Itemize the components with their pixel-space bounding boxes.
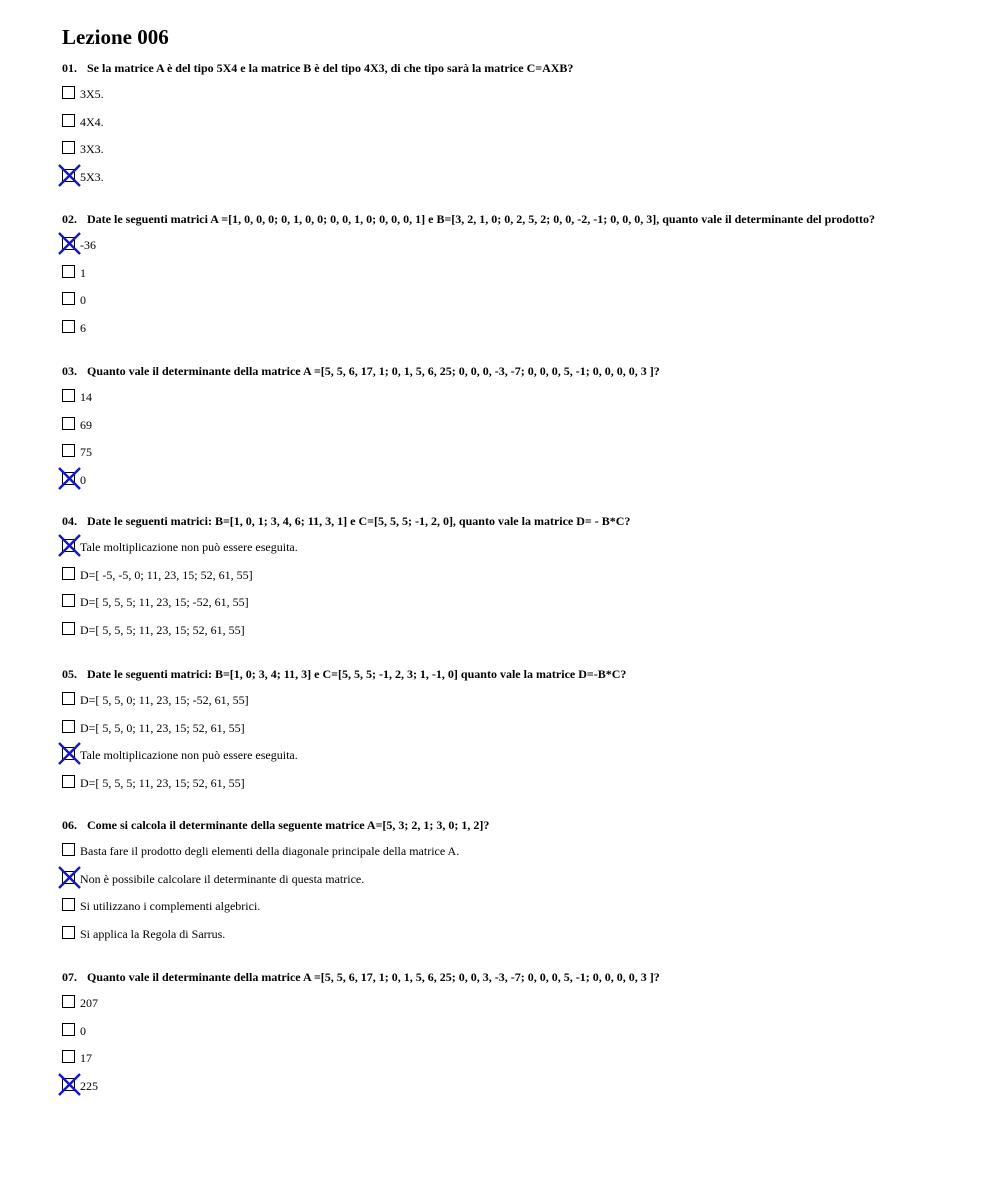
question-text: [62, 363, 962, 379]
question-3: [62, 363, 962, 489]
answer-checkbox[interactable]: [62, 720, 75, 733]
page-title: Lezione 006: [62, 25, 169, 49]
answer-option[interactable]: [62, 388, 962, 406]
check-x-icon: [58, 1073, 81, 1096]
answer-option[interactable]: [62, 1049, 962, 1067]
answer-options: [62, 691, 962, 792]
answer-label: D=[ 5, 5, 5; 11, 23, 15; 52, 61, 55]: [80, 776, 245, 791]
answer-option[interactable]: [62, 774, 962, 792]
question-text: [62, 60, 962, 76]
answer-checkbox[interactable]: [62, 320, 75, 333]
answer-label: Tale moltiplicazione non può essere eseguita.: [80, 748, 298, 763]
question-number: 05.: [62, 667, 77, 681]
answer-option[interactable]: [62, 443, 962, 461]
answer-label: 6: [80, 321, 86, 336]
answer-option[interactable]: [62, 85, 962, 103]
question-prompt: Date le seguenti matrici: B=[1, 0, 1; 3, 4, 6; 11, 3, 1] e C=[5, 5, 5; -1, 2, 0], quanto vale la matrice D= - B*C?: [87, 514, 631, 528]
answer-option[interactable]: [62, 719, 962, 737]
quiz-page: [62, 24, 962, 1094]
answer-option[interactable]: [62, 168, 962, 186]
answer-checkbox[interactable]: [62, 417, 75, 430]
question-prompt: Date le seguenti matrici A =[1, 0, 0, 0; 0, 1, 0, 0; 0, 0, 1, 0; 0, 0, 0, 1] e B=[3, 2, 1, 0; 0, 2, 5, 2; 0, 0, -2, -1; 0, 0, 0, 3], quanto vale il determinante del prodotto?: [87, 212, 876, 226]
answer-label: D=[ 5, 5, 5; 11, 23, 15; 52, 61, 55]: [80, 623, 245, 638]
answer-option[interactable]: [62, 140, 962, 158]
question-number: 06.: [62, 818, 77, 832]
answer-label: 3X3.: [80, 142, 104, 157]
answer-label: Basta fare il prodotto degli elementi della diagonale principale della matrice A.: [80, 844, 460, 858]
question-7: [62, 969, 962, 1095]
answer-label: 14: [80, 390, 92, 404]
answer-option[interactable]: [62, 264, 962, 282]
answer-checkbox[interactable]: [62, 594, 75, 607]
answer-options: [62, 388, 962, 489]
answer-checkbox[interactable]: [62, 389, 75, 402]
question-number: 01.: [62, 61, 77, 75]
answer-label: 3X5.: [80, 87, 104, 101]
answer-label: 225: [80, 1079, 98, 1094]
answer-label: D=[ -5, -5, 0; 11, 23, 15; 52, 61, 55]: [80, 567, 253, 582]
answer-option[interactable]: [62, 897, 962, 915]
answer-label: Non è possibile calcolare il determinante di questa matrice.: [80, 871, 365, 886]
answer-checkbox[interactable]: [62, 622, 75, 635]
question-text: [62, 817, 962, 833]
question-2: [62, 211, 962, 337]
question-prompt: Quanto vale il determinante della matrice A =[5, 5, 6, 17, 1; 0, 1, 5, 6, 25; 0, 0, 3, -3, -7; 0, 0, 0, 5, -1; 0, 0, 0, 0, 3 ]?: [87, 970, 660, 984]
question-prompt: Come si calcola il determinante della seguente matrice A=[5, 3; 2, 1; 3, 0; 1, 2]?: [87, 818, 490, 832]
answer-label: Tale moltiplicazione non può essere eseguita.: [80, 540, 298, 554]
answer-checkbox[interactable]: [62, 926, 75, 939]
question-prompt: Date le seguenti matrici: B=[1, 0; 3, 4; 11, 3] e C=[5, 5, 5; -1, 2, 3; 1, -1, 0] quanto vale la matrice D=-B*C?: [87, 667, 627, 681]
answer-label: -36: [80, 238, 96, 252]
answer-option[interactable]: [62, 994, 962, 1012]
answer-label: 69: [80, 417, 92, 432]
answer-label: 5X3.: [80, 170, 104, 185]
answer-option[interactable]: [62, 566, 962, 584]
check-x-icon: [58, 866, 81, 889]
answer-option[interactable]: [62, 691, 962, 709]
question-1: [62, 60, 962, 186]
answer-option[interactable]: [62, 236, 962, 254]
answer-label: 0: [80, 293, 86, 308]
answer-label: 207: [80, 996, 98, 1010]
answer-checkbox[interactable]: [62, 1050, 75, 1063]
question-4: [62, 513, 962, 639]
answer-options: [62, 85, 962, 186]
question-prompt: Se la matrice A è del tipo 5X4 e la matrice B è del tipo 4X3, di che tipo sarà la matrice C=AXB?: [87, 61, 574, 75]
answer-option[interactable]: [62, 319, 962, 337]
question-5: [62, 666, 962, 792]
answer-option[interactable]: [62, 1077, 962, 1095]
answer-label: Si utilizzano i complementi algebrici.: [80, 899, 261, 914]
answer-checkbox[interactable]: [62, 898, 75, 911]
question-number: 02.: [62, 212, 77, 226]
check-x-icon: [58, 164, 81, 187]
answer-label: Si applica la Regola di Sarrus.: [80, 927, 226, 942]
answer-label: D=[ 5, 5, 5; 11, 23, 15; -52, 61, 55]: [80, 595, 249, 610]
answer-checkbox[interactable]: [62, 692, 75, 705]
answer-option[interactable]: [62, 746, 962, 764]
answer-checkbox[interactable]: [62, 1023, 75, 1036]
answer-option[interactable]: [62, 471, 962, 489]
question-text: [62, 513, 962, 529]
answer-label: 1: [80, 265, 86, 280]
answer-label: 17: [80, 1051, 92, 1066]
answer-option[interactable]: [62, 113, 962, 131]
check-x-icon: [58, 742, 81, 765]
answer-options: [62, 236, 962, 337]
answer-checkbox[interactable]: [62, 444, 75, 457]
answer-label: 75: [80, 445, 92, 460]
question-number: 07.: [62, 970, 77, 984]
question-prompt: Quanto vale il determinante della matrice A =[5, 5, 6, 17, 1; 0, 1, 5, 6, 25; 0, 0, 0, -3, -7; 0, 0, 0, 5, -1; 0, 0, 0, 0, 3 ]?: [87, 364, 660, 378]
answer-checkbox[interactable]: [62, 567, 75, 580]
answer-option[interactable]: [62, 1022, 962, 1040]
answer-option[interactable]: [62, 925, 962, 943]
answer-label: 4X4.: [80, 114, 104, 129]
question-number: 04.: [62, 514, 77, 528]
answer-option[interactable]: [62, 538, 962, 556]
answer-label: 0: [80, 473, 86, 488]
check-x-icon: [58, 232, 81, 255]
answer-checkbox[interactable]: [62, 141, 75, 154]
check-x-icon: [58, 534, 81, 557]
answer-option[interactable]: [62, 416, 962, 434]
answer-checkbox[interactable]: [62, 843, 75, 856]
question-text: [62, 969, 962, 985]
answer-options: [62, 842, 962, 943]
question-6: [62, 817, 962, 943]
check-x-icon: [58, 467, 81, 490]
answer-label: D=[ 5, 5, 0; 11, 23, 15; -52, 61, 55]: [80, 693, 249, 707]
answer-options: [62, 994, 962, 1095]
answer-label: D=[ 5, 5, 0; 11, 23, 15; 52, 61, 55]: [80, 720, 245, 735]
answer-checkbox[interactable]: [62, 86, 75, 99]
answer-checkbox[interactable]: [62, 775, 75, 788]
answer-option[interactable]: [62, 291, 962, 309]
answer-checkbox[interactable]: [62, 265, 75, 278]
answer-checkbox[interactable]: [62, 995, 75, 1008]
answer-options: [62, 538, 962, 639]
answer-label: 0: [80, 1023, 86, 1038]
answer-option[interactable]: [62, 621, 962, 639]
answer-option[interactable]: [62, 870, 962, 888]
answer-checkbox[interactable]: [62, 114, 75, 127]
answer-option[interactable]: [62, 842, 962, 860]
answer-option[interactable]: [62, 593, 962, 611]
question-text: [62, 666, 962, 682]
question-text: [62, 211, 962, 227]
answer-checkbox[interactable]: [62, 292, 75, 305]
question-number: 03.: [62, 364, 77, 378]
